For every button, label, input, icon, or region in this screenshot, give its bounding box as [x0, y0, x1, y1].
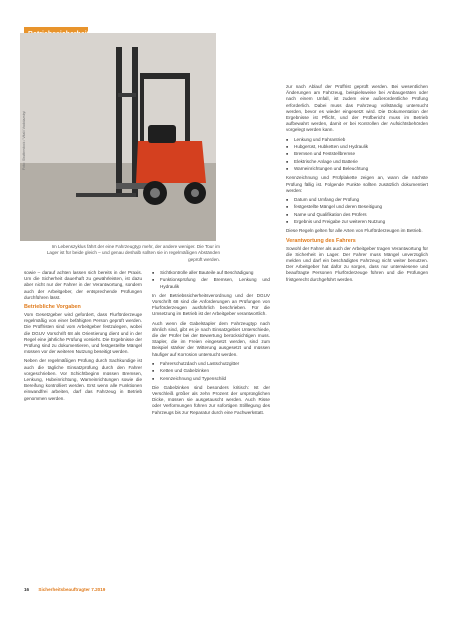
- list-item: ■ festgestellte Mängel und deren Beseitigung: [286, 204, 428, 210]
- subheading: Betriebliche Vorgaben: [24, 304, 81, 311]
- magazine-name: Sicherheitsbeauftragter 7.2019: [38, 587, 106, 592]
- list-item: ■ Fahrerschutzdach und Lastschutzgitter: [152, 361, 270, 367]
- forklift-illustration: [20, 33, 216, 241]
- list-item: ■ Sichtkontrolle aller Bauteile auf Beschädigung: [152, 270, 270, 276]
- rear-hub: [191, 189, 199, 197]
- mast-crossbar: [118, 93, 136, 97]
- bullet-list: [286, 197, 428, 225]
- paragraph: sowie – darauf achten lassen sich bereits in der Praxis. Um die Sicherheit dauerhaft zu gewährleisten, ist dazu aber nicht nur der Fahrer in der Verantwortung, sondern auch der Arbeitgeber, der entsprechende Prüfungen durchführen lässt.: [24, 270, 142, 300]
- column-2: [152, 270, 270, 419]
- mast-left: [116, 47, 122, 197]
- list-item: ■ Datum und Umfang der Prüfung: [286, 197, 428, 203]
- list-item: ■ Ergebnis und Freigabe zur weiteren Nutzung: [286, 219, 428, 225]
- driver-seat: [148, 125, 176, 143]
- front-hub: [150, 188, 160, 198]
- paragraph: Diese Regeln gelten für alle Arten von Flurförderzeugen im Betrieb.: [286, 228, 423, 234]
- list-item: ■ Ketten und Gabelzinken: [152, 368, 270, 374]
- list-item: ■ Elektrische Anlage und Batterie: [286, 159, 428, 165]
- list-item: ■ Lenkung und Fahrantrieb: [286, 137, 428, 143]
- paragraph: zur nach Ablauf der Prüffrist geprüft werden. Bei wesentlichen Änderungen am Fahrzeug, beispielsweise bei Anbaugeräten oder nach einem Unfall, ist zudem eine außerordentliche Prüfung erforderlich. Dabei muss das Fahrzeug vollständig untersucht werden, bevor es wieder eingesetzt wird. Die Dokumentation der Ergebnisse ist Pflicht, und der Prüfbericht muss im Betrieb aufbewahrt werden, damit er bei Kontrollen der Aufsichtsbehörden vorgelegt werden kann.: [286, 84, 428, 133]
- fork-tine: [76, 193, 136, 197]
- overhead-guard-top: [140, 73, 190, 79]
- column-1: [24, 270, 142, 405]
- paragraph: Die Gabelzinken sind besonders kritisch: Ist der Verschleiß größer als zehn Prozent der ursprünglichen Dicke, müssen sie ausgetauscht werden. Auch Risse oder Verformungen führen zur sofortigen Stilllegung des Fahrzeugs bis zur Reparatur durch eine Fachwerkstatt.: [152, 384, 270, 415]
- paragraph: Neben der regelmäßigen Prüfung durch Sachkundige ist auch die tägliche Einsatzprüfung durch den Fahrer vorgeschrieben. Vor Schichtbeginn müssen Bremsen, Lenkung, Hubeinrichtung, Warneinrichtungen sowie die Bereifung kontrolliert werden. Erst wenn alle Funktionen einwandfrei arbeiten, darf das Fahrzeug in Betrieb genommen werden.: [24, 358, 142, 401]
- list-item: ■ Warneinrichtungen und Beleuchtung: [286, 166, 428, 172]
- paragraph: Vom Gesetzgeber wird gefordert, dass Flurförderzeuge regelmäßig von einer befähigten Person geprüft werden. Die Prüffristen sind vom Arbeitgeber festzulegen, wobei die DGUV Vorschrift 68 als Orientierung dient und in der Regel eine jährliche Prüfung vorsieht. Die Ergebnisse der Prüfung sind zu dokumentieren, und festgestellte Mängel müssen vor der weiteren Nutzung beseitigt werden.: [24, 312, 142, 355]
- paragraph: Sowohl der Fahrer als auch der Arbeitgeber tragen Verantwortung für die Sicherheit im Lager. Der Fahrer muss Mängel unverzüglich melden und darf ein beschädigtes Fahrzeug nicht weiter benutzen. Der Arbeitgeber hat dafür zu sorgen, dass nur unterwiesene und beauftragte Personen Flurförderzeuge führen und die Prüfungen fristgerecht durchgeführt werden.: [286, 245, 428, 282]
- guard-post-front: [140, 75, 144, 145]
- bullet-list: [286, 137, 428, 173]
- bullet-list: [152, 270, 270, 290]
- bullet-list: [152, 361, 270, 382]
- subheading: Verantwortung des Fahrers: [286, 237, 356, 244]
- page-number: 16: [24, 587, 30, 592]
- paragraph: In der Betriebssicherheitsverordnung und der DGUV Vorschrift 68 sind die Anforderungen an Prüfungen von Flurförderzeugen ausführlich beschrieben. Für die Umsetzung im Betrieb ist der Arbeitgeber verantwortlich.: [152, 292, 270, 317]
- list-item: ■ Hubgerüst, Hubketten und Hydraulik: [286, 144, 428, 150]
- column-3: [286, 84, 428, 286]
- list-item: ■ Funktionsprüfung der Bremsen, Lenkung und Hydraulik: [152, 277, 270, 289]
- guard-post-rear: [185, 75, 190, 145]
- photo-caption: Im Lebenszyklus fährt der eine Fahrzeugtyp mehr, der andere weniger. Die Tour im Lager ist für beide gleich – und genau deshalb sollten sie in regelmäßigen Abständen geprüft werden.: [46, 244, 220, 262]
- list-item: ■ Kennzeichnung und Typenschild: [152, 376, 270, 382]
- paragraph: Auch wenn die Gabelstapler dem Fahrzeugtyp nach ähnlich sind, gibt es je nach Einsatzgebiet Unterschiede, die der Prüfer bei der Bewertung berücksichtigen muss. Stapler, die im Freien eingesetzt werden, sind zum Beispiel stärker der Witterung ausgesetzt und müssen häufiger auf Korrosion untersucht werden.: [152, 320, 270, 357]
- page-footer: [24, 587, 105, 592]
- forklift-body: [136, 141, 206, 183]
- photo-credit: Foto: Shutterstock / Vitalii Vodolazskyi: [22, 110, 26, 170]
- paragraph: Kennzeichnung und Prüfplakette zeigen an, wann die nächste Prüfung fällig ist. Folgende Punkte sollten zusätzlich dokumentiert werden:: [286, 175, 428, 193]
- list-item: ■ Bremsen und Feststellbremse: [286, 151, 428, 157]
- list-item: ■ Name und Qualifikation des Prüfers: [286, 212, 428, 218]
- forklift-photo: [20, 33, 216, 241]
